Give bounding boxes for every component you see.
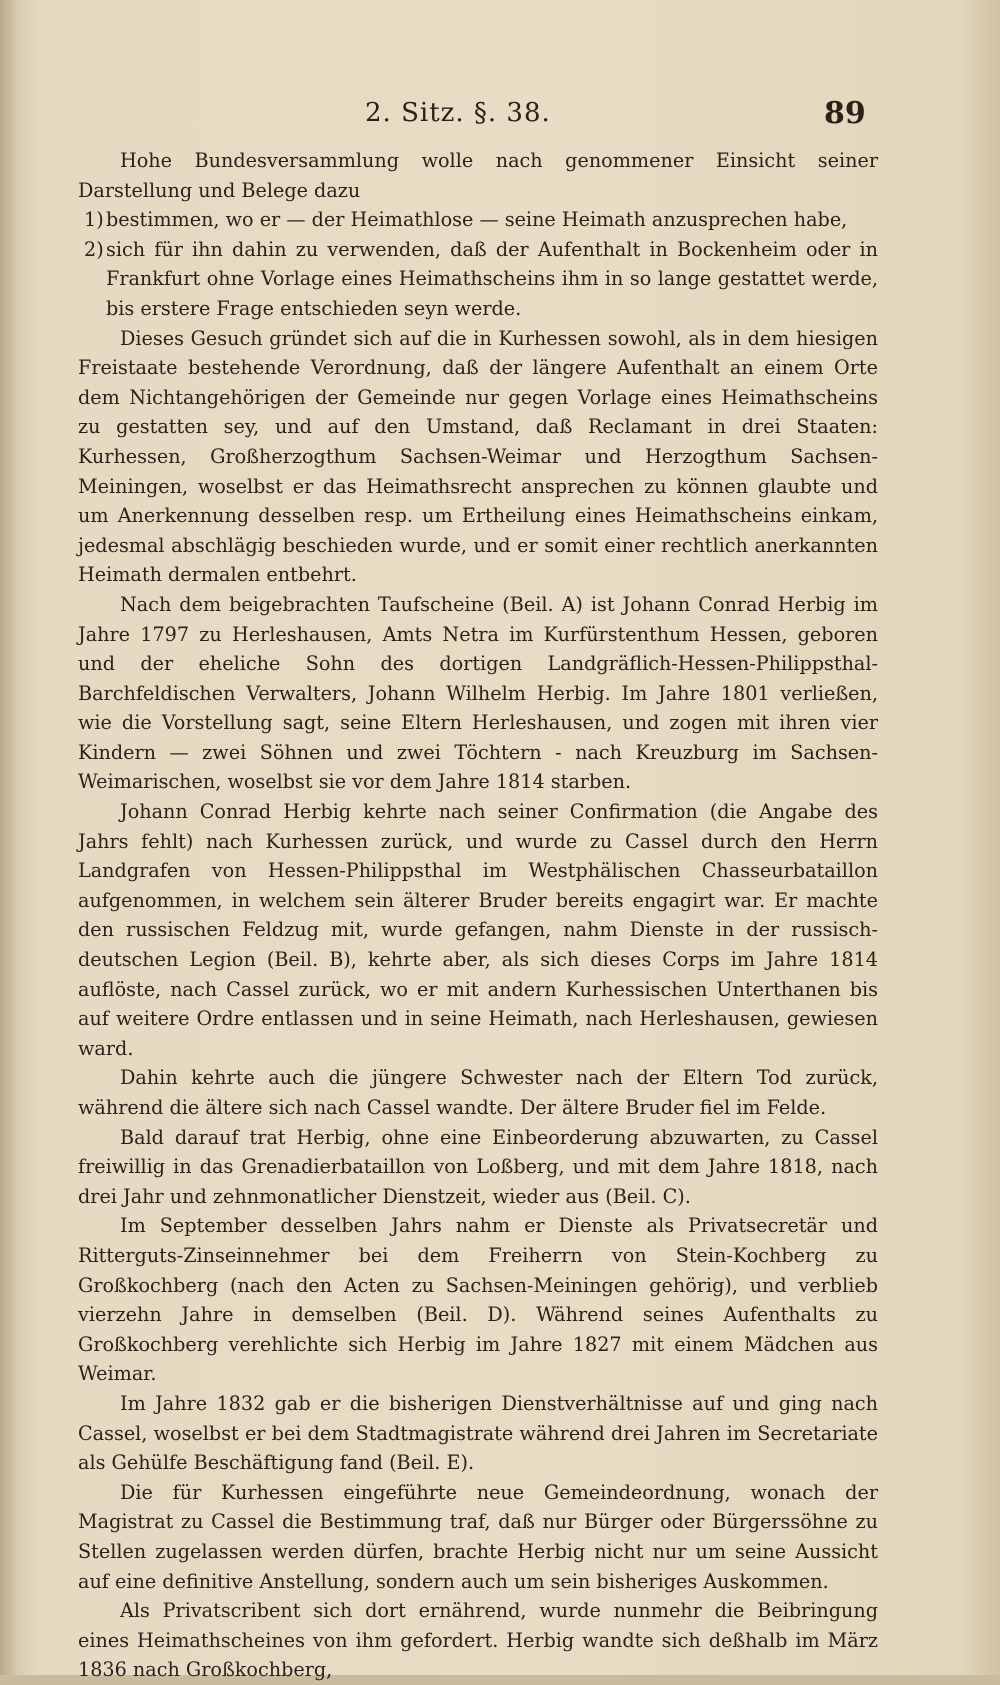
list-item-number: 2) [84,237,104,261]
paragraph: Nach dem beigebrachten Taufscheine (Beil. A) ist Johann Conrad Herbig im Jahre 1797 zu Herleshausen, Amts Netra im Kurfürstenthum Hessen, geboren und der eheliche Sohn des dortigen Landgräflich-Hessen-Philippsthal-Barchfeldischen Verwalters, Johann Wilhelm Herbig. Im Jahre 1801 verließen, wie die Vorstellung sagt, seine Eltern Herleshausen, und zogen mit ihren vier Kindern — zwei Söhnen und zwei Töchtern - nach Kreuzburg im Sachsen-Weimarischen, woselbst sie vor dem Jahre 1814 starben. [78,592,878,794]
paragraph: Hohe Bundesversammlung wolle nach genommener Einsicht seiner Darstellung und Belege dazu [78,149,878,202]
paragraph: Als Privatscribent sich dort ernährend, wurde nunmehr die Beibringung eines Heimathscheines von ihm gefordert. Herbig wandte sich deßhalb im März 1836 nach Großkochberg, [78,1599,878,1682]
list-item-text: sich für ihn dahin zu verwenden, daß der Aufenthalt in Bockenheim oder in Frankfurt ohne Vorlage eines Heimathscheins ihm in so lange gestattet werde, bis erstere Frage entschieden seyn werde. [106,237,878,320]
list-item-text: bestimmen, wo er — der Heimathlose — seine Heimath anzusprechen habe, [106,208,848,232]
list-item [78,235,878,324]
request-list [78,205,878,323]
list-item [78,205,878,235]
paragraph: Die für Kurhessen eingeführte neue Gemeindeordnung, wonach der Magistrat zu Cassel die Bestimmung traf, daß nur Bürger oder Bürgerssöhne zu Stellen zugelassen werden dürfen, brachte Herbig nicht nur um seine Aussicht auf eine definitive Anstellung, sondern auch um sein bisheriges Auskommen. [78,1480,878,1593]
body-text [78,146,878,1685]
running-head: 2. Sitz. §. 38. [365,98,551,128]
paragraph: Dieses Gesuch gründet sich auf die in Kurhessen sowohl, als in dem hiesigen Freistaate bestehende Verordnung, daß der längere Aufenthalt an einem Orte dem Nichtangehörigen der Gemeinde nur gegen Vorlage eines Heimathscheins zu gestatten sey, und auf den Umstand, daß Reclamant in drei Staaten: Kurhessen, Großherzogthum Sachsen-Weimar und Herzogthum Sachsen-Meiningen, woselbst er das Heimathsrecht ansprechen zu können glaubte und um Anerkennung desselben resp. um Ertheilung eines Heimathscheins einkam, jedesmal abschlägig beschieden wurde, und er somit einer rechtlich anerkannten Heimath dermalen entbehrt. [78,326,878,587]
page-number: 89 [824,96,866,131]
paragraph: Dahin kehrte auch die jüngere Schwester nach der Eltern Tod zurück, während die ältere sich nach Cassel wandte. Der ältere Bruder fiel im Felde. [78,1066,878,1119]
list-item-number: 1) [84,208,104,232]
paragraph: Im Jahre 1832 gab er die bisherigen Dienstverhältnisse auf und ging nach Cassel, woselbst er bei dem Stadtmagistrate während drei Jahren im Secretariate als Gehülfe Beschäftigung fand (Beil. E). [78,1391,878,1475]
page-header [0,98,1000,138]
paragraph: Bald darauf trat Herbig, ohne eine Einbeorderung abzuwarten, zu Cassel freiwillig in das Grenadierbataillon von Loßberg, und mit dem Jahre 1818, nach drei Jahr und zehnmonatlicher Dienstzeit, wieder aus (Beil. C). [78,1125,878,1208]
paragraph: Johann Conrad Herbig kehrte nach seiner Confirmation (die Angabe des Jahrs fehlt) nach Kurhessen zurück, und wurde zu Cassel durch den Herrn Landgrafen von Hessen-Philippsthal im Westphälischen Chasseurbataillon aufgenommen, in welchem sein älterer Bruder bereits engagirt war. Er machte den russischen Feldzug mit, wurde gefangen, nahm Dienste in der russisch-deutschen Legion (Beil. B), kehrte aber, als sich dieses Corps im Jahre 1814 auflöste, nach Cassel zurück, wo er mit andern Kurhessischen Unterthanen bis auf weitere Ordre entlassen und in seine Heimath, nach Herleshausen, gewiesen ward. [78,800,878,1060]
paragraph: Im September desselben Jahrs nahm er Dienste als Privatsecretär und Ritterguts-Zinseinnehmer bei dem Freiherrn von Stein-Kochberg zu Großkochberg (nach den Acten zu Sachsen-Meiningen gehörig), und verblieb vierzehn Jahre in demselben (Beil. D). Während seines Aufenthalts zu Großkochberg verehlichte sich Herbig im Jahre 1827 mit einem Mädchen aus Weimar. [78,1214,878,1386]
